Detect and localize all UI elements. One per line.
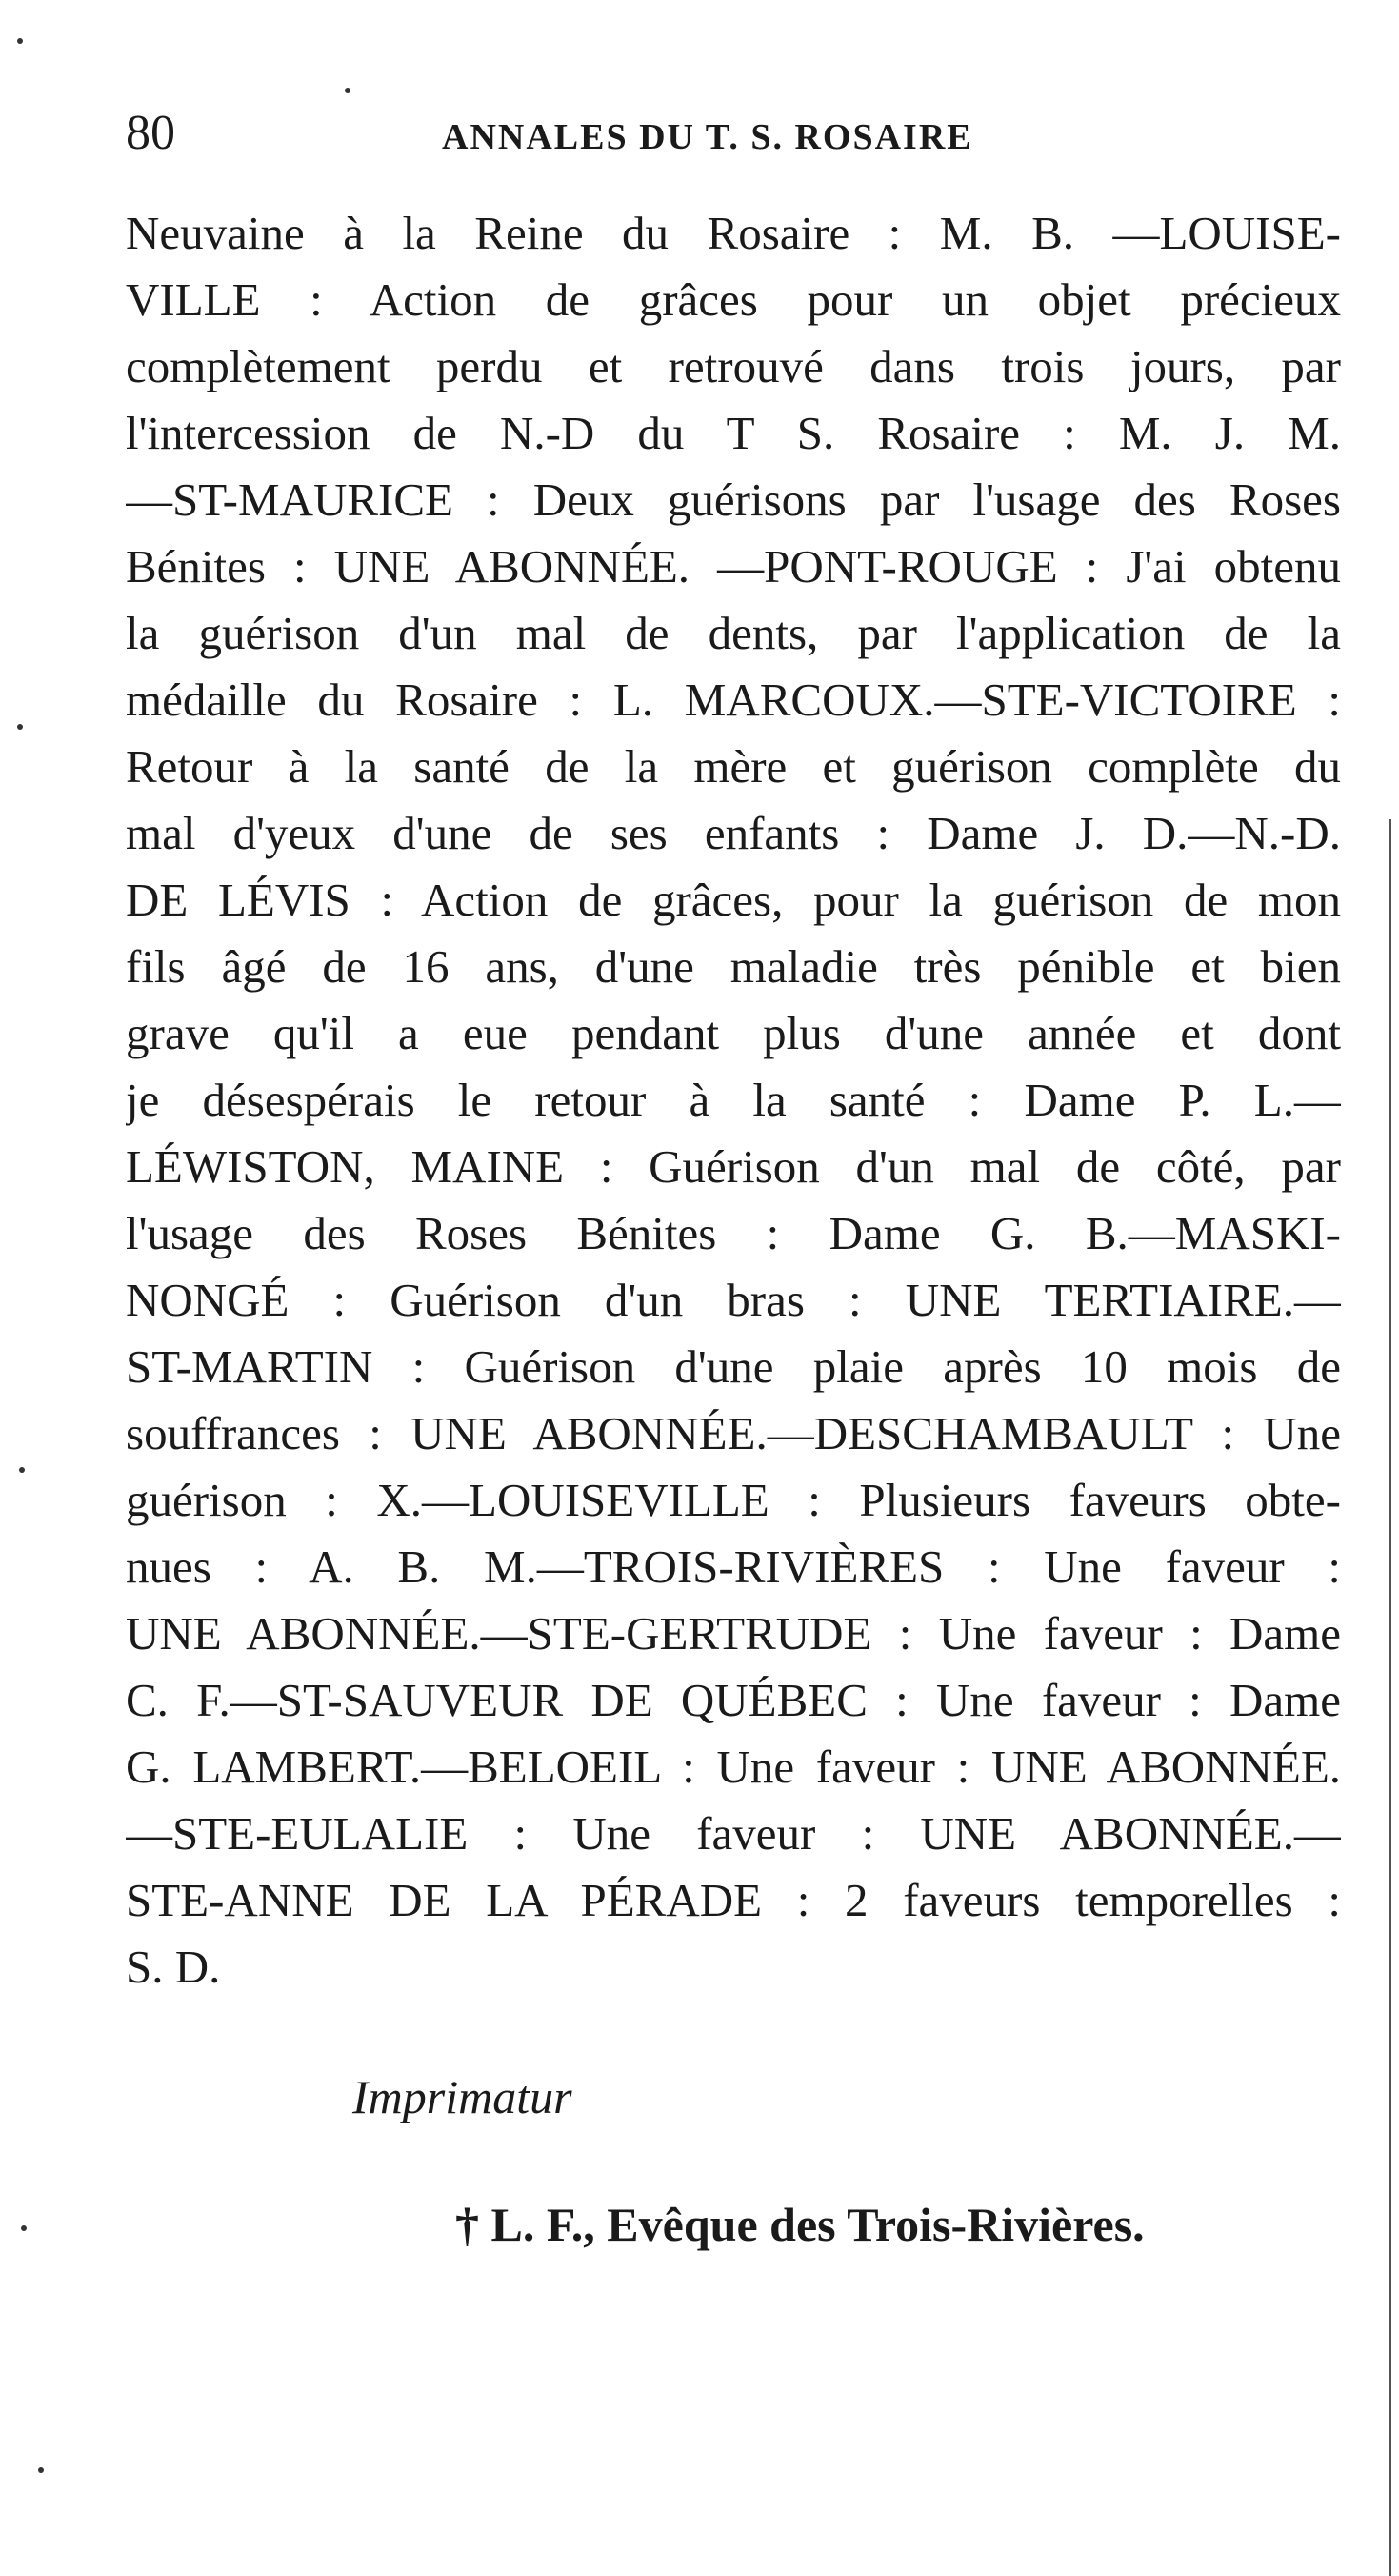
text-line: je désespérais le retour à la santé : Dame P. L.— [126, 1074, 1341, 1126]
scan-speck [345, 88, 350, 93]
text-line: nues : A. B. M.—TROIS-RIVIÈRES : Une faveur : [126, 1540, 1341, 1593]
text-line: LÉWISTON, MAINE : Guérison d'un mal de côté, par [126, 1140, 1341, 1193]
text-line: NONGÉ : Guérison d'un bras : UNE TERTIAIRE.— [126, 1274, 1341, 1326]
text-line: G. LAMBERT.—BELOEIL : Une faveur : UNE ABONNÉE. [126, 1741, 1341, 1793]
text-line: l'intercession de N.-D du T S. Rosaire : M. J. M. [126, 407, 1341, 459]
text-line: S. D. [126, 1941, 221, 1993]
text-line: Retour à la santé de la mère et guérison complète du [126, 740, 1341, 793]
text-line: grave qu'il a eue pendant plus d'une année et dont [126, 1007, 1341, 1059]
scan-speck [17, 38, 23, 44]
bishop-signature: † L. F., Evêque des Trois-Rivières. [455, 2198, 1145, 2251]
text-line: la guérison d'un mal de dents, par l'application de la [126, 607, 1341, 659]
text-line: STE-ANNE DE LA PÉRADE : 2 faveurs temporelles : [126, 1874, 1341, 1926]
scan-speck [21, 2225, 27, 2231]
text-line: ST-MARTIN : Guérison d'une plaie après 10 mois de [126, 1340, 1341, 1393]
text-line: complètement perdu et retrouvé dans trois jours, par [126, 340, 1341, 392]
imprimatur: Imprimatur [352, 2070, 572, 2123]
text-line: l'usage des Roses Bénites : Dame G. B.—MASKI- [126, 1207, 1341, 1259]
text-line: médaille du Rosaire : L. MARCOUX.—STE-VICTOIRE : [126, 674, 1341, 726]
text-line: VILLE : Action de grâces pour un objet précieux [126, 273, 1341, 326]
scan-speck [38, 2467, 44, 2473]
scan-speck [19, 1467, 25, 1473]
text-line: —ST-MAURICE : Deux guérisons par l'usage des Roses [126, 473, 1341, 526]
text-line: UNE ABONNÉE.—STE-GERTRUDE : Une faveur : Dame [126, 1607, 1341, 1660]
running-title: ANNALES DU T. S. ROSAIRE [442, 117, 973, 157]
text-line: mal d'yeux d'une de ses enfants : Dame J. D.—N.-D. [126, 807, 1341, 859]
text-line: Bénites : UNE ABONNÉE. —PONT-ROUGE : J'ai obtenu [126, 540, 1341, 593]
text-line: fils âgé de 16 ans, d'une maladie très pénible et bien [126, 940, 1341, 993]
text-line: souffrances : UNE ABONNÉE.—DESCHAMBAULT : Une [126, 1407, 1341, 1459]
text-line: DE LÉVIS : Action de grâces, pour la guérison de mon [126, 874, 1341, 926]
page-header [126, 105, 1364, 162]
text-line: guérison : X.—LOUISEVILLE : Plusieurs faveurs obte- [126, 1474, 1341, 1526]
body-text [126, 200, 1341, 2001]
page-edge-rule [1389, 819, 1391, 2576]
text-line: Neuvaine à la Reine du Rosaire : M. B. —LOUISE- [126, 207, 1341, 259]
page-number: 80 [126, 106, 175, 160]
text-line: —STE-EULALIE : Une faveur : UNE ABONNÉE.— [126, 1807, 1341, 1860]
text-line: C. F.—ST-SAUVEUR DE QUÉBEC : Une faveur : Dame [126, 1674, 1341, 1726]
scan-speck [17, 724, 23, 730]
